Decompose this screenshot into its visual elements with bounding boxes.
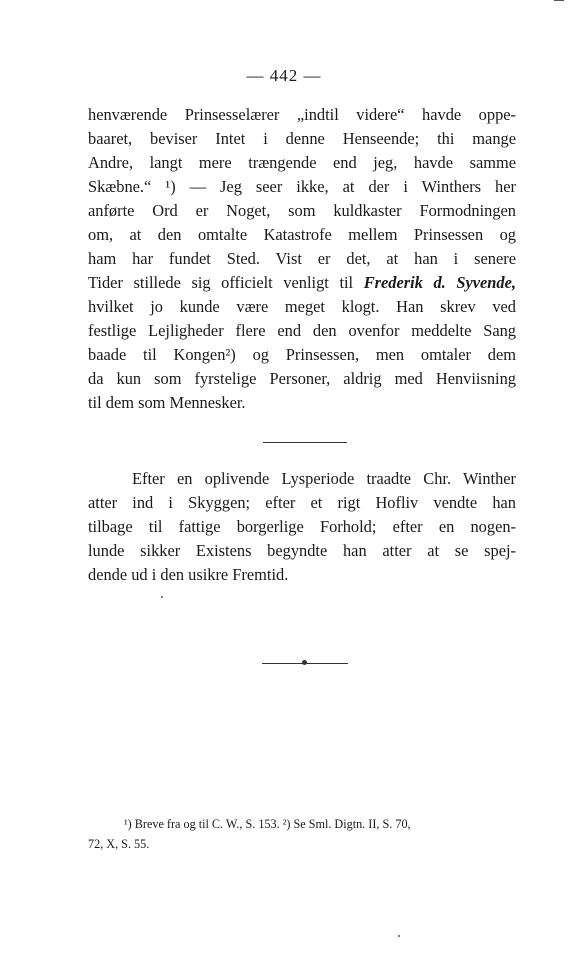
section-separator — [263, 442, 347, 443]
paragraph-1-line-9: hvilket jo kunde være meget klogt. Han skrev ved — [88, 297, 516, 316]
paragraph-2-line-2: atter ind i Skyggen; efter et rigt Hofliv vendte han — [88, 493, 516, 512]
paragraph-1-line-2: baaret, beviser Intet i denne Henseende; thi mange — [88, 129, 516, 148]
paragraph-1-line-11: baade til Kongen²) og Prinsessen, men omtaler dem — [88, 345, 516, 364]
footnote-line-1: ¹) Breve fra og til C. W., S. 153. ²) Se Sml. Digtn. II, S. 70, — [124, 817, 411, 831]
paragraph-1-line-3: Andre, langt mere trængende end jeg, havde samme — [88, 153, 516, 172]
paragraph-2-line-3: tilbage til fattige borgerlige Forhold; efter en nogen- — [88, 517, 516, 536]
page-number: — 442 — — [246, 66, 322, 85]
paragraph-1-line-8-text: Tider stillede sig officielt venligt til — [88, 273, 364, 292]
paragraph-1 — [88, 103, 516, 415]
paragraph-2-line-1: Efter en oplivende Lysperiode traadte Chr. Winther — [132, 469, 516, 488]
paragraph-1-line-6: om, at den omtalte Katastrofe mellem Prinsessen og — [88, 225, 516, 244]
paragraph-1-line-7: ham har fundet Sted. Vist er det, at han i senere — [88, 249, 516, 268]
paragraph-1-line-12: da kun som fyrstelige Personer, aldrig med Henviisning — [88, 369, 516, 388]
paragraph-2 — [88, 467, 516, 587]
stray-dot-bottom — [398, 935, 400, 937]
paragraph-1-line-10: festlige Lejligheder flere end den ovenfor meddelte Sang — [88, 321, 516, 340]
paragraph-2-line-4: lunde sikker Existens begyndte han atter at se spej- — [88, 541, 516, 560]
corner-mark — [554, 0, 564, 1]
paragraph-1-line-1: henværende Prinsesselærer „indtil videre“ havde oppe- — [88, 105, 516, 124]
footnotes — [88, 814, 516, 854]
paragraph-1-line-8 — [88, 271, 516, 295]
paragraph-1-line-13: til dem som Mennesker. — [88, 393, 246, 412]
paragraph-1-line-5: anførte Ord er Noget, som kuldkaster Formodningen — [88, 201, 516, 220]
italic-name: Frederik d. Syvende, — [363, 273, 516, 292]
footnote-line-2: 72, X, S. 55. — [88, 837, 150, 851]
end-separator-dot — [302, 660, 307, 665]
stray-dot — [161, 596, 163, 598]
paragraph-2-line-5: dende ud i den usikre Fremtid. — [88, 565, 289, 584]
paragraph-1-line-4: Skæbne.“ ¹) — Jeg seer ikke, at der i Winthers her — [88, 177, 516, 196]
